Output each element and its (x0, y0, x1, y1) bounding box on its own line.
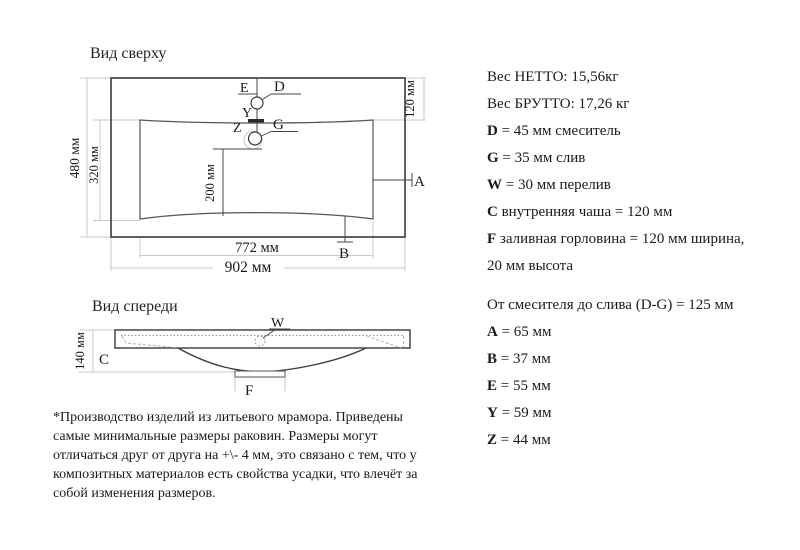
front-view-title: Вид спереди (92, 298, 178, 315)
production-footnote (53, 408, 493, 503)
dim-320-label: 320 мм (87, 146, 101, 184)
spec-c-bowl: C внутренняя чаша = 120 мм (487, 204, 673, 220)
faucet-hole-circle (251, 97, 263, 109)
label-W: W (271, 316, 285, 331)
spec-f-neck-height: 20 мм высота (487, 258, 574, 274)
drain-hole-circle (249, 132, 262, 145)
label-E: E (240, 81, 249, 96)
spec-list (487, 64, 787, 454)
dim-480-label: 480 мм (67, 137, 82, 179)
label-Z: Z (233, 121, 242, 136)
callout-lines (213, 149, 412, 242)
spec-w-overflow: W = 30 мм перелив (487, 177, 611, 193)
footnote-line: композитных материалов есть свойства усадки, что влечёт за (53, 467, 418, 482)
label-D: D (274, 79, 285, 95)
spec-g-drain: G = 35 мм слив (487, 150, 586, 166)
dim-120-label: 120 мм (403, 80, 417, 118)
spec-distances-block (487, 292, 787, 454)
label-F: F (245, 383, 254, 399)
drain-fitting-outline (235, 371, 285, 377)
label-G: G (273, 117, 284, 133)
spec-y: Y = 59 мм (487, 405, 552, 421)
spec-d-faucet: D = 45 мм смеситель (487, 123, 621, 139)
footnote-line: отличаться друг от друга на +\- 4 мм, это связано с тем, что у (53, 448, 417, 463)
spec-gross-weight: Вес БРУТТО: 17,26 кг (487, 96, 630, 112)
spec-b: B = 37 мм (487, 351, 551, 367)
top-view-drawing (60, 60, 440, 280)
label-C: C (99, 352, 110, 368)
spec-dg-distance: От смесителя до слива (D-G) = 125 мм (487, 297, 734, 313)
front-view-drawing (60, 310, 440, 405)
label-A: A (414, 174, 425, 190)
top-view-title: Вид сверху (90, 45, 167, 62)
dim-200-label: 200 мм (203, 164, 217, 202)
footnote-line: *Производство изделий из литьевого мрамора. Приведены (53, 410, 403, 425)
footnote-line: собой изменения размеров. (53, 486, 216, 501)
dim-140-label: 140 мм (73, 332, 87, 370)
dimension-lines-front (78, 330, 285, 391)
spec-a: A = 65 мм (487, 324, 552, 340)
dim-772-label: 772 мм (235, 240, 279, 256)
hidden-basin-edges (122, 336, 404, 348)
bowl-curve (178, 348, 366, 372)
spec-e: E = 55 мм (487, 378, 551, 394)
label-B: B (339, 246, 350, 262)
label-Y: Y (242, 106, 253, 121)
spec-z: Z = 44 мм (487, 432, 551, 448)
dim-902-label: 902 мм (224, 259, 272, 276)
footnote-line: самые минимальные размеры раковин. Размеры могут (53, 429, 378, 444)
spec-f-neck: F заливная горловина = 120 мм ширина, (487, 231, 745, 247)
spec-net-weight: Вес НЕТТО: 15,56кг (487, 69, 619, 85)
